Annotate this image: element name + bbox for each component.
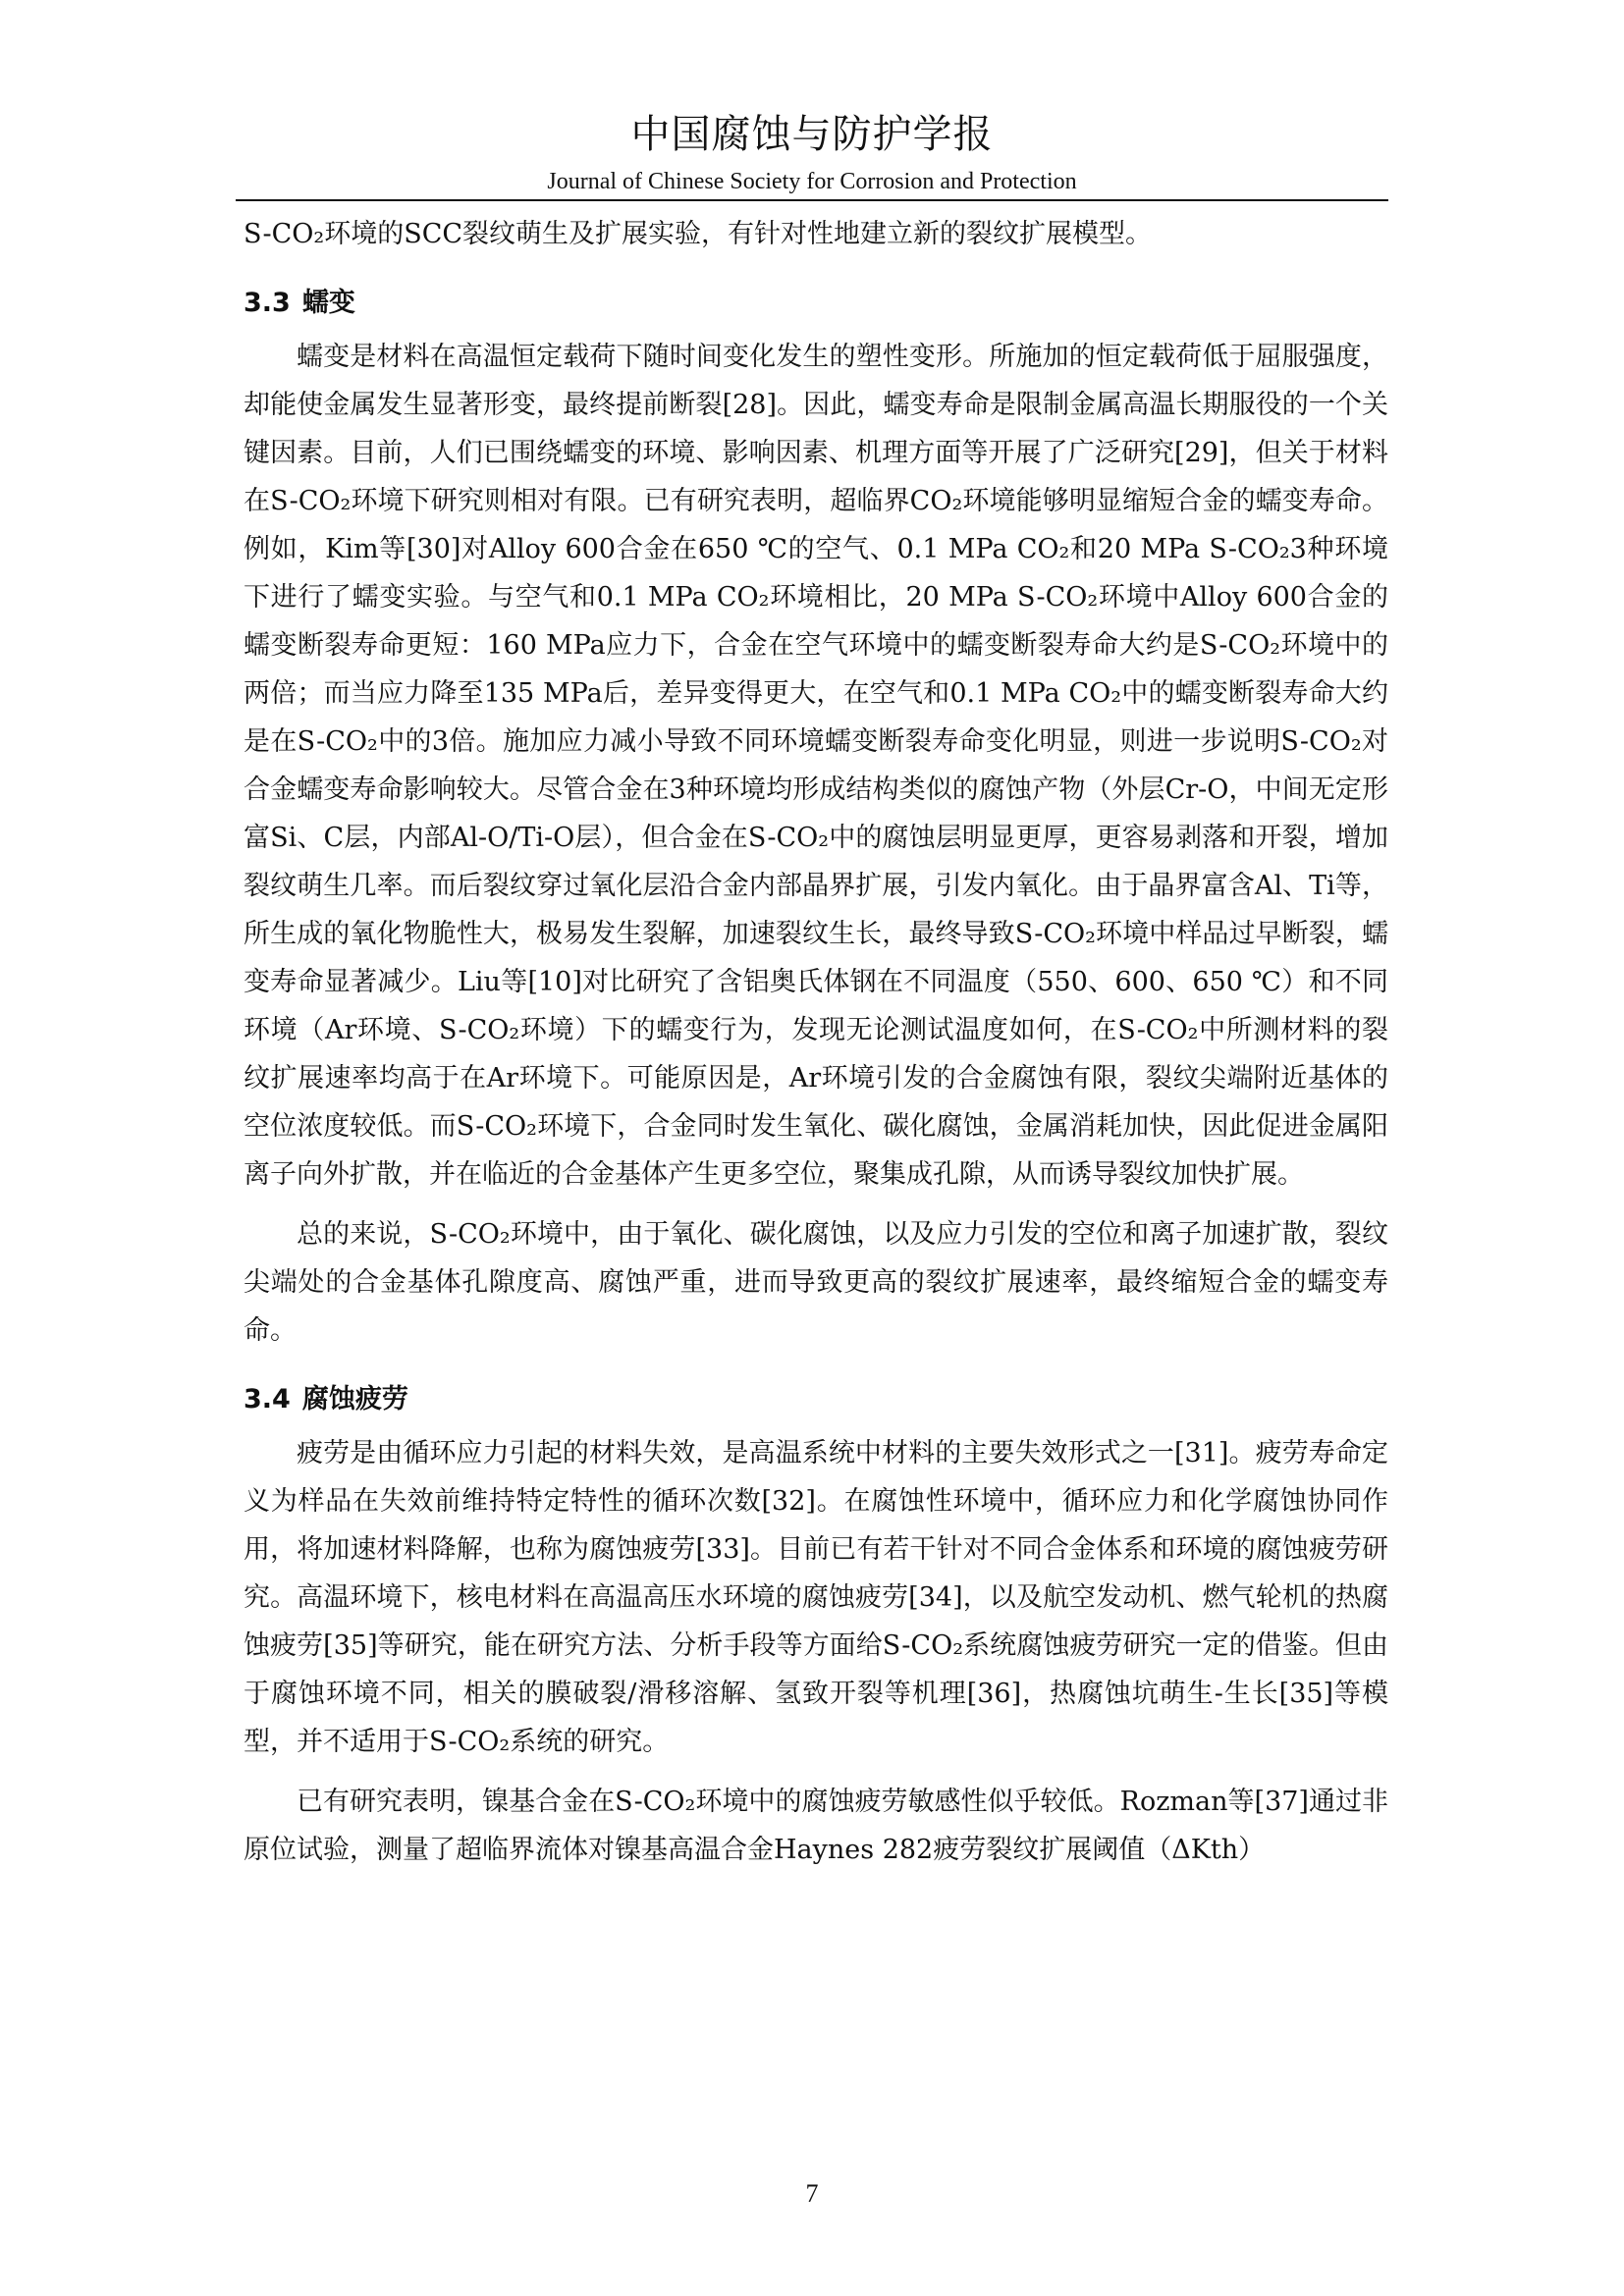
section-number: 3.4 xyxy=(244,1384,291,1415)
section-number: 3.3 xyxy=(244,288,291,318)
section-title: 蠕变 xyxy=(301,288,355,318)
main-text xyxy=(244,210,1388,1874)
paragraph: 蠕变是材料在高温恒定载荷下随时间变化发生的塑性变形。所施加的恒定载荷低于屈服强度，却能使金属发生显著形变，最终提前断裂[28]。因此，蠕变寿命是限制金属高温长期服役的一个关键因素。目前，人们已围绕蠕变的环境、影响因素、机理方面等开展了广泛研究[29]，但关于材料在S-CO₂环境下研究则相对有限。已有研究表明，超临界CO₂环境能够明显缩短合金的蠕变寿命。例如，Kim等[30]对Alloy 600合金在650 ℃的空气、0.1 MPa CO₂和20 MPa S-CO₂3种环境下进行了蠕变实验。与空气和0.1 MPa CO₂环境相比，20 MPa S-CO₂环境中Alloy 600合金的蠕变断裂寿命更短：160 MPa应力下，合金在空气环境中的蠕变断裂寿命大约是S-CO₂环境中的两倍；而当应力降至135 MPa后，差异变得更大，在空气和0.1 MPa CO₂中的蠕变断裂寿命大约是在S-CO₂中的3倍。施加应力减小导致不同环境蠕变断裂寿命变化明显，则进一步说明S-CO₂对合金蠕变寿命影响较大。尽管合金在3种环境均形成结构类似的腐蚀产物（外层Cr-O，中间无定形富Si、C层，内部Al-O/Ti-O层），但合金在S-CO₂中的腐蚀层明显更厚，更容易剥落和开裂，增加裂纹萌生几率。而后裂纹穿过氧化层沿合金内部晶界扩展，引发内氧化。由于晶界富含Al、Ti等，所生成的氧化物脆性大，极易发生裂解，加速裂纹生长，最终导致S-CO₂环境中样品过早断裂，蠕变寿命显著减少。Liu等[10]对比研究了含铝奥氏体钢在不同温度（550、600、650 ℃）和不同环境（Ar环境、S-CO₂环境）下的蠕变行为，发现无论测试温度如何，在S-CO₂中所测材料的裂纹扩展速率均高于在Ar环境下。可能原因是，Ar环境引发的合金腐蚀有限，裂纹尖端附近基体的空位浓度较低。而S-CO₂环境下，合金同时发生氧化、碳化腐蚀，金属消耗加快，因此促进金属阳离子向外扩散，并在临近的合金基体产生更多空位，聚集成孔隙，从而诱导裂纹加快扩展。 xyxy=(244,342,1388,1190)
journal-title-en: Journal of Chinese Society for Corrosion and Protection xyxy=(547,169,1077,194)
paragraph: 疲劳是由循环应力引起的材料失效，是高温系统中材料的主要失效形式之一[31]。疲劳寿命定义为样品在失效前维持特定特性的循环次数[32]。在腐蚀性环境中，循环应力和化学腐蚀协同作用，将加速材料降解，也称为腐蚀疲劳[33]。目前已有若干针对不同合金体系和环境的腐蚀疲劳研究。高温环境下，核电材料在高温高压水环境的腐蚀疲劳[34]，以及航空发动机、燃气轮机的热腐蚀疲劳[35]等研究，能在研究方法、分析手段等方面给S-CO₂系统腐蚀疲劳研究一定的借鉴。但由于腐蚀环境不同，相关的膜破裂/滑移溶解、氢致开裂等机理[36]，热腐蚀坑萌生-生长[35]等模型，并不适用于S-CO₂系统的研究。 xyxy=(244,1438,1388,1757)
journal-header xyxy=(236,108,1388,198)
continued-paragraph: S-CO₂环境的SCC裂纹萌生及扩展实验，有针对性地建立新的裂纹扩展模型。 xyxy=(244,219,1153,249)
journal-title-cn: 中国腐蚀与防护学报 xyxy=(630,112,994,157)
section-title: 腐蚀疲劳 xyxy=(301,1384,408,1415)
paragraph: 总的来说，S-CO₂环境中，由于氧化、碳化腐蚀，以及应力引发的空位和离子加速扩散，裂纹尖端处的合金基体孔隙度高、腐蚀严重，进而导致更高的裂纹扩展速率，最终缩短合金的蠕变寿命。 xyxy=(244,1219,1388,1346)
paragraph: 已有研究表明，镍基合金在S-CO₂环境中的腐蚀疲劳敏感性似乎较低。Rozman等[37]通过非原位试验，测量了超临界流体对镍基高温合金Haynes 282疲劳裂纹扩展阈值（ΔKth） xyxy=(244,1787,1388,1865)
page-number: 7 xyxy=(805,2179,819,2208)
header-rule xyxy=(236,199,1388,201)
section-heading-3-4 xyxy=(244,1382,1388,1417)
section-heading-3-3 xyxy=(244,286,1388,321)
